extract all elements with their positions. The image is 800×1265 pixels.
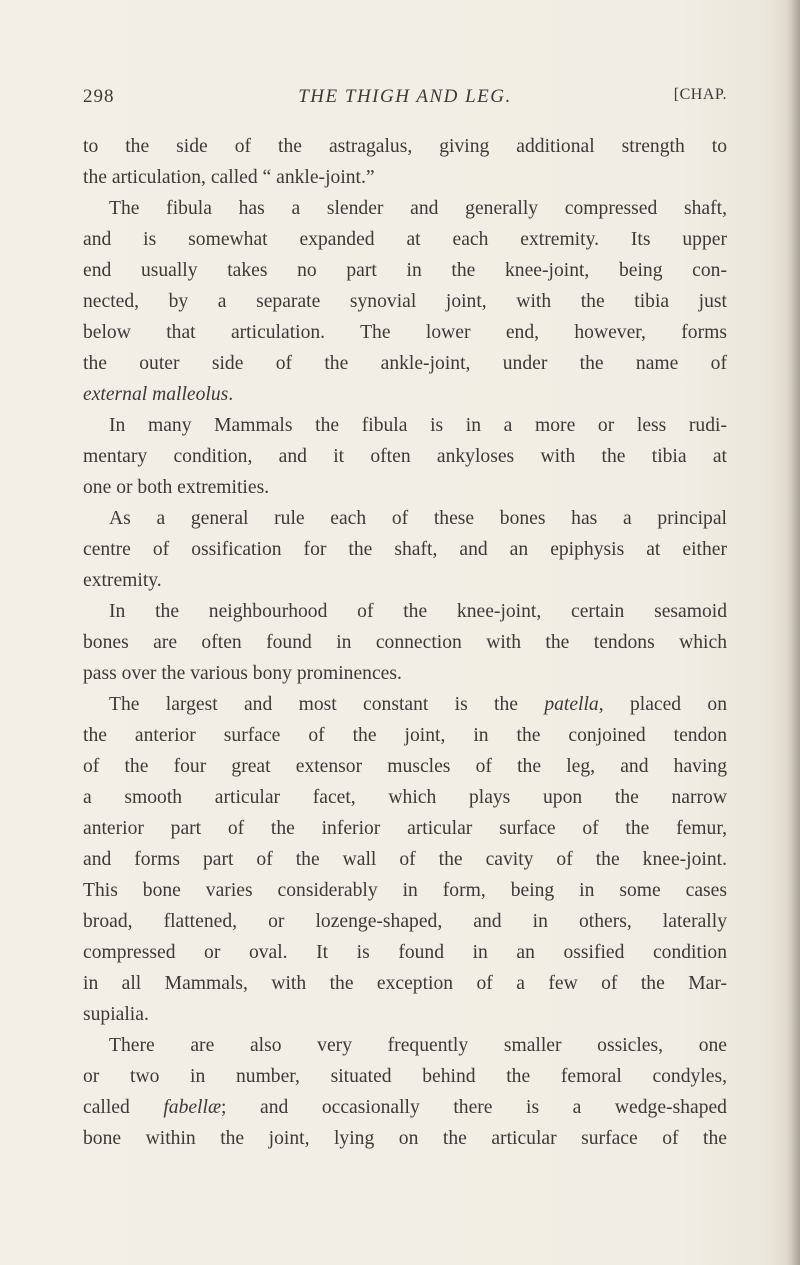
- text-segment: and is somewhat expanded at each extremity. Its upper: [83, 229, 727, 250]
- text-segment: or two in number, situated behind the femoral condyles,: [83, 1066, 727, 1087]
- text-segment: below that articulation. The lower end, however, forms: [83, 322, 727, 343]
- text-line: [83, 689, 727, 720]
- text-segment: This bone varies considerably in form, being in some cases: [83, 880, 727, 901]
- text-segment: In the neighbourhood of the knee-joint, certain sesamoid: [109, 601, 727, 622]
- text-segment: the anterior surface of the joint, in the conjoined tendon: [83, 725, 727, 746]
- text-line: [83, 875, 727, 906]
- text-line: [83, 596, 727, 627]
- text-segment: mentary condition, and it often ankyloses with the tibia at: [83, 446, 727, 467]
- page-header: [83, 86, 727, 116]
- page-number: 298: [83, 86, 115, 107]
- text-segment: There are also very frequently smaller ossicles, one: [109, 1035, 727, 1056]
- text-segment: one or both extremities.: [83, 477, 270, 498]
- text-line: [83, 286, 727, 317]
- text-line: [83, 1123, 727, 1154]
- text-segment: the outer side of the ankle-joint, under the name of: [83, 353, 727, 374]
- text-line: [83, 379, 727, 410]
- italic-term: fabellæ: [163, 1097, 222, 1118]
- text-line: [83, 317, 727, 348]
- text-line: [83, 1092, 727, 1123]
- running-title: THE THIGH AND LEG.: [298, 86, 512, 107]
- page-edge-shadow: [786, 0, 800, 1265]
- italic-term: external malleolus: [83, 384, 229, 405]
- text-line: [83, 627, 727, 658]
- text-segment: pass over the various bony prominences.: [83, 663, 402, 684]
- text-line: [83, 503, 727, 534]
- text-segment: The fibula has a slender and generally compressed shaft,: [109, 198, 727, 219]
- text-line: [83, 844, 727, 875]
- text-line: [83, 999, 727, 1030]
- text-segment: , placed on: [598, 694, 728, 715]
- text-segment: bones are often found in connection with the tendons which: [83, 632, 727, 653]
- text-line: [83, 472, 727, 503]
- text-segment: extremity.: [83, 570, 162, 591]
- text-segment: called: [83, 1097, 164, 1118]
- text-line: [83, 410, 727, 441]
- text-line: [83, 193, 727, 224]
- text-line: [83, 224, 727, 255]
- text-line: [83, 565, 727, 596]
- text-line: [83, 906, 727, 937]
- text-segment: broad, flattened, or lozenge-shaped, and in others, laterally: [83, 911, 727, 932]
- text-segment: and forms part of the wall of the cavity of the knee-joint.: [83, 849, 727, 870]
- text-segment: of the four great extensor muscles of the leg, and having: [83, 756, 727, 777]
- text-line: [83, 813, 727, 844]
- text-segment: bone within the joint, lying on the articular surface of the: [83, 1128, 727, 1149]
- text-segment: The largest and most constant is the: [109, 694, 545, 715]
- chapter-mark: [CHAP.: [673, 86, 727, 103]
- text-line: [83, 131, 727, 162]
- text-segment: a smooth articular facet, which plays upon the narrow: [83, 787, 727, 808]
- text-line: [83, 162, 727, 193]
- text-segment: to the side of the astragalus, giving additional strength to: [83, 136, 727, 157]
- text-segment: anterior part of the inferior articular surface of the femur,: [83, 818, 727, 839]
- text-line: [83, 348, 727, 379]
- text-line: [83, 720, 727, 751]
- text-line: [83, 968, 727, 999]
- text-line: [83, 1061, 727, 1092]
- text-segment: .: [228, 384, 234, 405]
- text-line: [83, 255, 727, 286]
- text-segment: the articulation, called “ ankle-joint.”: [83, 167, 375, 188]
- text-segment: compressed or oval. It is found in an ossified condition: [83, 942, 727, 963]
- text-line: [83, 658, 727, 689]
- body-text: [83, 131, 727, 1154]
- text-segment: nected, by a separate synovial joint, with the tibia just: [83, 291, 727, 312]
- text-segment: centre of ossification for the shaft, and an epiphysis at either: [83, 539, 727, 560]
- text-segment: As a general rule each of these bones has a principal: [109, 508, 727, 529]
- text-line: [83, 937, 727, 968]
- text-segment: in all Mammals, with the exception of a few of the Mar-: [83, 973, 727, 994]
- text-segment: ; and occasionally there is a wedge-shaped: [221, 1097, 727, 1118]
- text-segment: In many Mammals the fibula is in a more or less rudi-: [109, 415, 727, 436]
- text-line: [83, 751, 727, 782]
- text-line: [83, 782, 727, 813]
- text-segment: end usually takes no part in the knee-joint, being con-: [83, 260, 727, 281]
- text-segment: supialia.: [83, 1004, 149, 1025]
- text-line: [83, 441, 727, 472]
- text-line: [83, 534, 727, 565]
- text-line: [83, 1030, 727, 1061]
- italic-term: patella: [544, 694, 599, 715]
